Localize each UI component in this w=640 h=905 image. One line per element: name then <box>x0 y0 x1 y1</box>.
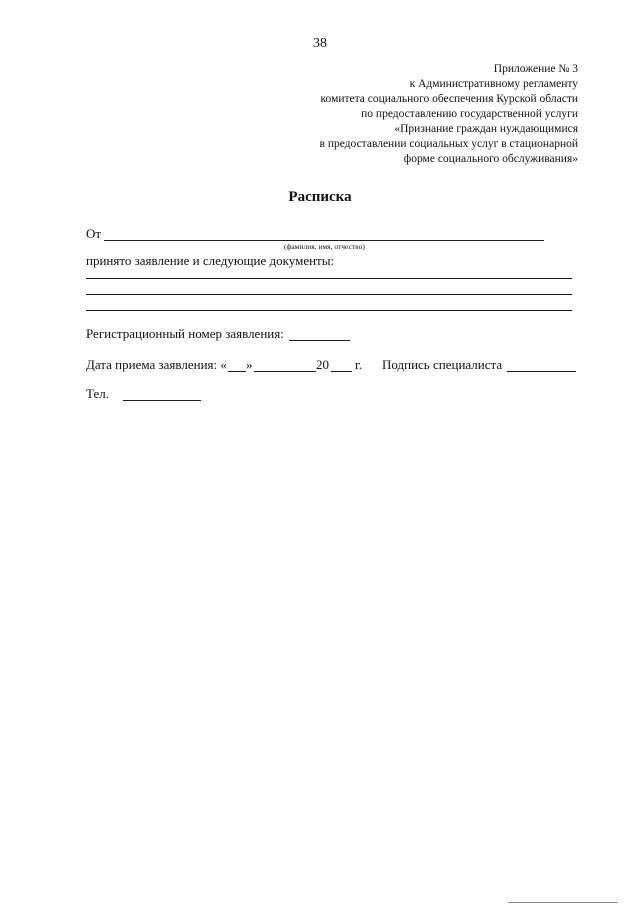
date-year-prefix: 20 <box>316 357 329 372</box>
phone-field[interactable] <box>123 400 201 401</box>
appendix-line: форме социального обслуживания» <box>403 153 578 165</box>
registration-label: Регистрационный номер заявления: <box>86 326 284 341</box>
appendix-line: «Признание граждан нуждающимися <box>394 123 578 135</box>
from-name-field[interactable] <box>104 240 544 241</box>
date-month-field[interactable] <box>254 371 316 372</box>
documents-line-3[interactable] <box>86 310 572 311</box>
appendix-header <box>248 62 578 167</box>
accepted-text: принято заявление и следующие документы: <box>86 253 335 268</box>
date-label: Дата приема заявления: « <box>86 357 227 372</box>
from-label: От <box>86 226 102 241</box>
appendix-line: комитета социального обеспечения Курской области <box>320 93 578 105</box>
signature-field[interactable] <box>507 371 576 372</box>
scan-edge-line <box>508 902 618 903</box>
document-title: Расписка <box>288 189 352 205</box>
page-number: 38 <box>313 36 327 51</box>
appendix-line: по предоставлению государственной услуги <box>361 108 578 120</box>
documents-line-2[interactable] <box>86 294 572 295</box>
appendix-line: Приложение № 3 <box>493 63 578 75</box>
appendix-line: к Административному регламенту <box>409 78 578 90</box>
registration-number-field[interactable] <box>289 340 350 341</box>
signature-label: Подпись специалиста <box>382 357 503 372</box>
date-close-quote: » <box>246 357 253 372</box>
date-year-field[interactable] <box>331 371 352 372</box>
date-day-field[interactable] <box>228 371 246 372</box>
phone-label: Тел. <box>86 386 109 401</box>
from-caption: (фамилия, имя, отчество) <box>284 242 365 251</box>
documents-line-1[interactable] <box>86 278 572 279</box>
date-year-suffix: г. <box>355 357 363 372</box>
appendix-line: в предоставлении социальных услуг в стационарной <box>319 138 578 150</box>
